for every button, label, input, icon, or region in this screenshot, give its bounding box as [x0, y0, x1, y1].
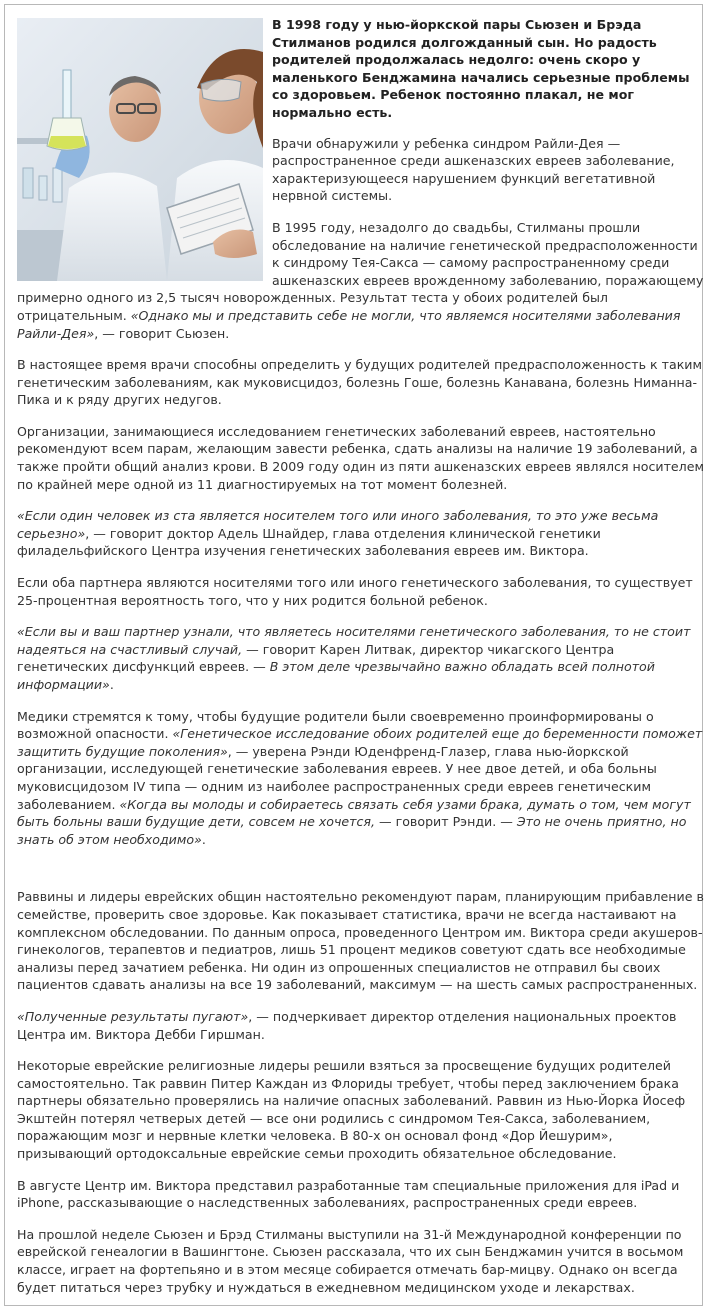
- paragraph-7-mid: — говорит Карен Литвак, директор чикагского Центра генетических дисфункций евреев. —: [17, 641, 615, 675]
- paragraph-3: В настоящее время врачи способны определить у будущих родителей предрасположенность к таким генетическим заболеваниям, как муковисцидоз, болезнь Гоше, болезнь Канавана, болезнь Ниманна-Пика и к ряду других недугов.: [17, 357, 702, 408]
- paragraph-13: На прошлой неделе Сьюзен и Брэд Стилманы выступили на 31-й Международной конференции по еврейской генеалогии в Вашингтоне. Сьюзен рассказала, что их сын Бенджамин учится в восьмом классе, играет на фортепьяно и в этом месяце собирается отмечать бар-мицву. Однако он всегда будет питаться через трубку и нуждаться в ежедневном медицинском уходе и лекарствах.: [17, 1226, 684, 1295]
- paragraph-4: Организации, занимающиеся исследованием генетических заболеваний евреев, настоятельно рекомендуют всем парам, желающим завести ребенка, сдать анализы на наличие 19 заболеваний, а также пройти общий анализ крови. В 2009 году один из пяти ашкеназских евреев являлся носителем по крайней мере одной из 11 диагностируемых на тот момент болезней.: [17, 423, 704, 492]
- paragraph-5-tail: , — говорит доктор Адель Шнайдер, глава отделения клинической генетики филадельфийского Центра изучения генетических заболевания евреев им. Виктора.: [17, 525, 601, 559]
- paragraph-2-quote: «Однако мы и представить себе не могли, что являемся носителями заболевания Райли-Дея»: [17, 307, 681, 341]
- paragraph-2-text: В 1995 году, незадолго до свадьбы, Стилманы прошли обследование на наличие генетической предрасположенности к синдрому Тея-Сакса — самому распространенному среди ашкеназских евреев врожденному заболеванию, поражающему примерно одного из 2,5 тысяч новорожденных. Результат теста у обоих родителей был отрицательным.: [17, 219, 704, 323]
- paragraph-8: [17, 708, 705, 849]
- paragraph-8-quote-1: «Генетическое исследование обоих родителей еще до беременности поможет защитить будущие поколения»: [17, 726, 703, 759]
- section-spacer: [17, 862, 705, 888]
- lab-scientists-photo: [17, 18, 263, 281]
- paragraph-8-a: Медики стремятся к тому, чтобы будущие родители были своевременно проинформированы о возможной опасности.: [17, 708, 654, 742]
- page-frame: [4, 4, 703, 1306]
- paragraph-5: [17, 507, 705, 560]
- paragraph-11: Некоторые еврейские религиозные лидеры решили взяться за просвещение будущих родителей самостоятельно. Так раввин Питер Каждан из Флориды требует, чтобы перед заключением брака партнеры обязательно проверялись на наличие опасных заболеваний. Раввин из Нью-Йорка Йосеф Экштейн потерял четверых детей — все они родились с синдромом Тея-Сакса, заболеванием, поражающим мозг и нервные клетки человека. В 80-х он основал фонд «Дор Йешурим», призывающий ортодоксальные еврейские семьи проходить обязательное обследование.: [17, 1058, 686, 1162]
- paragraph-9: Раввины и лидеры еврейских общин настоятельно рекомендуют парам, планирующим прибавление в семействе, проверить свое здоровье. Как показывает статистика, врачи не всегда настаивают на комплексном обследовании. По данным опроса, проведенного Центром им. Виктора среди акушеров-гинекологов, терапевтов и педиатров, лишь 51 процент медиков советуют сдать все необходимые анализы перед зачатием ребенка. Ни один из опрошенных специалистов не отправил бы своих пациентов сдавать анализы на все 19 заболеваний, максимум — на шесть самых распространенных.: [17, 889, 704, 993]
- paragraph-8-b: , — уверена Рэнди Юденфренд-Глазер, глава нью-йоркской организации, исследующей генетические заболевания евреев. У нее двое детей, и оба больны муковисцидозом IV типа — одним из наиболее распространенных среди евреев генетическим заболеванием.: [17, 743, 657, 812]
- paragraph-6: Если оба партнера являются носителями того или иного генетического заболевания, то существует 25-процентная вероятность того, что у них родится больной ребенок.: [17, 575, 693, 608]
- paragraph-8-quote-2: «Когда вы молоды и собираетесь связать себя узами брака, думать о том, чем могут быть больны ваши будущие дети, совсем не хочется,: [17, 796, 691, 830]
- paragraph-8-d: .: [201, 831, 206, 847]
- paragraph-7-tail: .: [109, 677, 114, 692]
- paragraph-5-quote: «Если один человек из ста является носителем того или иного заболевания, то это уже весьма серьезно»: [17, 508, 659, 541]
- paragraph-2-tail: , — говорит Сьюзен.: [94, 325, 230, 341]
- paragraph-7-quote-2: В этом деле чрезвычайно важно обладать всей полнотой информации»: [17, 659, 655, 692]
- lead-paragraph: В 1998 году у нью-йоркской пары Сьюзен и Брэда Стилманов родился долгожданный сын. Но радость родителей продолжалась недолго: очень скоро у маленького Бенджамина начались серьезные проблемы со здоровьем. Ребенок постоянно плакал, не мог нормально есть.: [272, 17, 690, 120]
- paragraph-8-quote-3: Это не очень приятно, но знать об этом необходимо»: [17, 814, 687, 847]
- paragraph-10-tail: , — подчеркивает директор отделения национальных проектов Центра им. Виктора Дебби Гиршман.: [17, 1008, 677, 1042]
- paragraph-7: [17, 623, 705, 693]
- paragraph-1: Врачи обнаружили у ребенка синдром Райли-Дея — распространенное среди ашкеназских евреев заболевание, характеризующееся нарушением функций вегетативной нервной системы.: [272, 135, 675, 204]
- article: [17, 16, 705, 1310]
- paragraph-10-quote: «Полученные результаты пугают»: [17, 1008, 249, 1024]
- paragraph-8-c: — говорит Рэнди. —: [375, 814, 517, 830]
- paragraph-10: [17, 1008, 705, 1043]
- paragraph-12: В августе Центр им. Виктора представил разработанные там специальные приложения для iPad и iPhone, рассказывающие о наследственных заболеваниях, распространенных среди евреев.: [17, 1177, 680, 1211]
- paragraph-7-quote-1: «Если вы и ваш партнер узнали, что являетесь носителями генетического заболевания, то не стоит надеяться на счастливый случай,: [17, 624, 691, 657]
